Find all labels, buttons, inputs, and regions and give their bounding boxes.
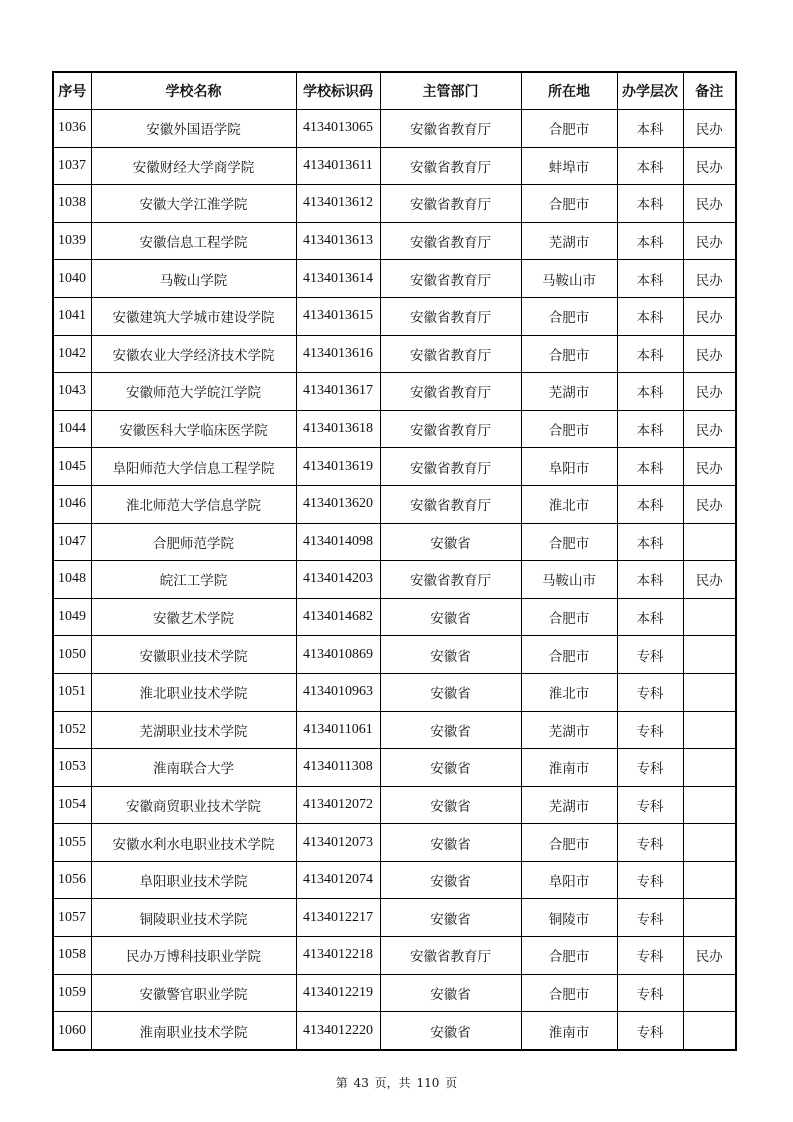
cell-school-name: 安徽建筑大学城市建设学院 — [91, 297, 296, 335]
header-school-code: 学校标识码 — [296, 72, 380, 110]
cell-level: 本科 — [617, 185, 683, 223]
cell-remark — [683, 861, 736, 899]
cell-remark: 民办 — [683, 937, 736, 975]
cell-department: 安徽省 — [380, 786, 521, 824]
cell-school-name: 安徽警官职业学院 — [91, 974, 296, 1012]
table-row — [53, 673, 736, 711]
cell-level: 专科 — [617, 861, 683, 899]
cell-level: 本科 — [617, 110, 683, 148]
cell-department: 安徽省 — [380, 974, 521, 1012]
cell-level: 专科 — [617, 749, 683, 787]
cell-level: 本科 — [617, 410, 683, 448]
cell-seq: 1052 — [53, 711, 91, 749]
table-row — [53, 147, 736, 185]
cell-department: 安徽省教育厅 — [380, 260, 521, 298]
cell-school-name: 淮北职业技术学院 — [91, 673, 296, 711]
cell-school-code: 4134012074 — [296, 861, 380, 899]
cell-school-name: 阜阳师范大学信息工程学院 — [91, 448, 296, 486]
table-row — [53, 448, 736, 486]
cell-remark: 民办 — [683, 110, 736, 148]
cell-level: 专科 — [617, 899, 683, 937]
table-row — [53, 974, 736, 1012]
cell-department: 安徽省教育厅 — [380, 335, 521, 373]
cell-level: 专科 — [617, 711, 683, 749]
cell-location: 马鞍山市 — [521, 260, 617, 298]
cell-location: 合肥市 — [521, 410, 617, 448]
cell-remark — [683, 899, 736, 937]
cell-remark: 民办 — [683, 485, 736, 523]
cell-location: 合肥市 — [521, 824, 617, 862]
cell-school-code: 4134011308 — [296, 749, 380, 787]
cell-remark: 民办 — [683, 185, 736, 223]
cell-remark — [683, 974, 736, 1012]
cell-level: 本科 — [617, 373, 683, 411]
cell-level: 专科 — [617, 1012, 683, 1050]
table-row — [53, 523, 736, 561]
cell-school-code: 4134013619 — [296, 448, 380, 486]
cell-department: 安徽省教育厅 — [380, 485, 521, 523]
table-row — [53, 297, 736, 335]
table-body — [53, 110, 736, 1050]
cell-school-name: 合肥师范学院 — [91, 523, 296, 561]
cell-school-name: 淮北师范大学信息学院 — [91, 485, 296, 523]
cell-school-code: 4134012219 — [296, 974, 380, 1012]
cell-school-name: 安徽财经大学商学院 — [91, 147, 296, 185]
cell-location: 芜湖市 — [521, 373, 617, 411]
table-row — [53, 711, 736, 749]
cell-location: 合肥市 — [521, 937, 617, 975]
cell-remark — [683, 598, 736, 636]
table-row — [53, 335, 736, 373]
cell-level: 本科 — [617, 598, 683, 636]
cell-location: 马鞍山市 — [521, 561, 617, 599]
cell-remark — [683, 523, 736, 561]
cell-school-name: 安徽职业技术学院 — [91, 636, 296, 674]
cell-department: 安徽省教育厅 — [380, 373, 521, 411]
cell-school-name: 安徽艺术学院 — [91, 598, 296, 636]
cell-department: 安徽省 — [380, 824, 521, 862]
table-row — [53, 899, 736, 937]
cell-department: 安徽省教育厅 — [380, 937, 521, 975]
cell-school-code: 4134012072 — [296, 786, 380, 824]
header-remark: 备注 — [683, 72, 736, 110]
cell-seq: 1037 — [53, 147, 91, 185]
cell-location: 芜湖市 — [521, 222, 617, 260]
cell-remark — [683, 711, 736, 749]
cell-school-code: 4134013613 — [296, 222, 380, 260]
table-row — [53, 636, 736, 674]
cell-school-code: 4134013618 — [296, 410, 380, 448]
cell-school-name: 安徽外国语学院 — [91, 110, 296, 148]
cell-location: 合肥市 — [521, 636, 617, 674]
cell-seq: 1041 — [53, 297, 91, 335]
cell-level: 本科 — [617, 523, 683, 561]
cell-school-code: 4134013616 — [296, 335, 380, 373]
cell-school-code: 4134013617 — [296, 373, 380, 411]
cell-remark — [683, 673, 736, 711]
cell-school-name: 淮南联合大学 — [91, 749, 296, 787]
page-footer: 第 43 页，共 110 页 — [335, 1076, 458, 1090]
table-row — [53, 786, 736, 824]
cell-remark — [683, 636, 736, 674]
cell-school-code: 4134010963 — [296, 673, 380, 711]
cell-seq: 1059 — [53, 974, 91, 1012]
cell-location: 芜湖市 — [521, 711, 617, 749]
cell-remark — [683, 1012, 736, 1050]
header-seq: 序号 — [53, 72, 91, 110]
cell-school-code: 4134012220 — [296, 1012, 380, 1050]
table-row — [53, 861, 736, 899]
cell-department: 安徽省教育厅 — [380, 561, 521, 599]
cell-department: 安徽省教育厅 — [380, 448, 521, 486]
cell-level: 本科 — [617, 448, 683, 486]
cell-department: 安徽省 — [380, 749, 521, 787]
cell-school-code: 4134013611 — [296, 147, 380, 185]
cell-remark — [683, 824, 736, 862]
cell-location: 淮北市 — [521, 485, 617, 523]
table-row — [53, 598, 736, 636]
table-row — [53, 824, 736, 862]
header-department: 主管部门 — [380, 72, 521, 110]
document-sheet — [52, 71, 735, 1051]
cell-school-code: 4134013065 — [296, 110, 380, 148]
cell-seq: 1057 — [53, 899, 91, 937]
cell-level: 本科 — [617, 260, 683, 298]
cell-location: 合肥市 — [521, 974, 617, 1012]
table-row — [53, 485, 736, 523]
table-row — [53, 937, 736, 975]
cell-department: 安徽省 — [380, 598, 521, 636]
cell-remark: 民办 — [683, 147, 736, 185]
cell-level: 本科 — [617, 485, 683, 523]
cell-location: 合肥市 — [521, 598, 617, 636]
cell-school-name: 皖江工学院 — [91, 561, 296, 599]
cell-school-code: 4134010869 — [296, 636, 380, 674]
cell-school-name: 安徽师范大学皖江学院 — [91, 373, 296, 411]
cell-school-code: 4134013615 — [296, 297, 380, 335]
cell-level: 专科 — [617, 786, 683, 824]
cell-level: 专科 — [617, 673, 683, 711]
cell-department: 安徽省教育厅 — [380, 147, 521, 185]
table-header-row — [53, 72, 736, 110]
table-row — [53, 185, 736, 223]
cell-level: 专科 — [617, 937, 683, 975]
cell-school-name: 民办万博科技职业学院 — [91, 937, 296, 975]
cell-location: 合肥市 — [521, 110, 617, 148]
table-row — [53, 222, 736, 260]
cell-location: 合肥市 — [521, 335, 617, 373]
cell-seq: 1045 — [53, 448, 91, 486]
cell-department: 安徽省教育厅 — [380, 410, 521, 448]
cell-level: 专科 — [617, 636, 683, 674]
header-school-name: 学校名称 — [91, 72, 296, 110]
cell-school-name: 安徽医科大学临床医学院 — [91, 410, 296, 448]
cell-seq: 1047 — [53, 523, 91, 561]
cell-seq: 1055 — [53, 824, 91, 862]
cell-location: 铜陵市 — [521, 899, 617, 937]
cell-seq: 1049 — [53, 598, 91, 636]
cell-school-name: 安徽商贸职业技术学院 — [91, 786, 296, 824]
cell-seq: 1044 — [53, 410, 91, 448]
cell-location: 淮南市 — [521, 1012, 617, 1050]
cell-location: 淮北市 — [521, 673, 617, 711]
cell-seq: 1054 — [53, 786, 91, 824]
cell-school-code: 4134013620 — [296, 485, 380, 523]
cell-school-name: 马鞍山学院 — [91, 260, 296, 298]
table-row — [53, 373, 736, 411]
cell-level: 本科 — [617, 297, 683, 335]
cell-seq: 1048 — [53, 561, 91, 599]
cell-department: 安徽省 — [380, 1012, 521, 1050]
cell-remark: 民办 — [683, 297, 736, 335]
cell-school-code: 4134014203 — [296, 561, 380, 599]
table-row — [53, 1012, 736, 1050]
cell-school-code: 4134014682 — [296, 598, 380, 636]
cell-school-name: 安徽信息工程学院 — [91, 222, 296, 260]
header-level: 办学层次 — [617, 72, 683, 110]
cell-remark: 民办 — [683, 448, 736, 486]
cell-location: 阜阳市 — [521, 448, 617, 486]
cell-remark: 民办 — [683, 561, 736, 599]
cell-level: 本科 — [617, 561, 683, 599]
cell-school-name: 安徽水利水电职业技术学院 — [91, 824, 296, 862]
cell-school-name: 安徽农业大学经济技术学院 — [91, 335, 296, 373]
cell-level: 本科 — [617, 222, 683, 260]
cell-location: 芜湖市 — [521, 786, 617, 824]
cell-level: 本科 — [617, 335, 683, 373]
cell-department: 安徽省 — [380, 673, 521, 711]
cell-department: 安徽省 — [380, 899, 521, 937]
cell-seq: 1051 — [53, 673, 91, 711]
cell-department: 安徽省 — [380, 711, 521, 749]
table-row — [53, 749, 736, 787]
cell-remark: 民办 — [683, 410, 736, 448]
cell-school-name: 淮南职业技术学院 — [91, 1012, 296, 1050]
cell-remark: 民办 — [683, 335, 736, 373]
cell-school-code: 4134014098 — [296, 523, 380, 561]
cell-department: 安徽省 — [380, 636, 521, 674]
cell-school-code: 4134013614 — [296, 260, 380, 298]
cell-department: 安徽省教育厅 — [380, 185, 521, 223]
cell-location: 合肥市 — [521, 297, 617, 335]
cell-remark: 民办 — [683, 260, 736, 298]
cell-school-name: 安徽大学江淮学院 — [91, 185, 296, 223]
cell-remark: 民办 — [683, 222, 736, 260]
cell-location: 合肥市 — [521, 523, 617, 561]
cell-department: 安徽省 — [380, 861, 521, 899]
school-list-table — [52, 71, 737, 1051]
cell-department: 安徽省 — [380, 523, 521, 561]
cell-seq: 1038 — [53, 185, 91, 223]
cell-remark — [683, 749, 736, 787]
cell-location: 阜阳市 — [521, 861, 617, 899]
table-row — [53, 561, 736, 599]
cell-remark — [683, 786, 736, 824]
cell-school-code: 4134012217 — [296, 899, 380, 937]
cell-school-code: 4134011061 — [296, 711, 380, 749]
cell-seq: 1056 — [53, 861, 91, 899]
cell-level: 专科 — [617, 974, 683, 1012]
cell-department: 安徽省教育厅 — [380, 222, 521, 260]
table-row — [53, 410, 736, 448]
cell-department: 安徽省教育厅 — [380, 297, 521, 335]
cell-seq: 1046 — [53, 485, 91, 523]
cell-seq: 1043 — [53, 373, 91, 411]
cell-school-name: 芜湖职业技术学院 — [91, 711, 296, 749]
table-row — [53, 260, 736, 298]
cell-location: 淮南市 — [521, 749, 617, 787]
cell-department: 安徽省教育厅 — [380, 110, 521, 148]
cell-seq: 1058 — [53, 937, 91, 975]
cell-school-code: 4134012218 — [296, 937, 380, 975]
cell-seq: 1039 — [53, 222, 91, 260]
cell-location: 合肥市 — [521, 185, 617, 223]
cell-seq: 1060 — [53, 1012, 91, 1050]
cell-location: 蚌埠市 — [521, 147, 617, 185]
header-location: 所在地 — [521, 72, 617, 110]
cell-seq: 1050 — [53, 636, 91, 674]
cell-school-name: 铜陵职业技术学院 — [91, 899, 296, 937]
cell-seq: 1040 — [53, 260, 91, 298]
cell-seq: 1053 — [53, 749, 91, 787]
cell-remark: 民办 — [683, 373, 736, 411]
cell-school-name: 阜阳职业技术学院 — [91, 861, 296, 899]
table-row — [53, 110, 736, 148]
cell-seq: 1042 — [53, 335, 91, 373]
cell-seq: 1036 — [53, 110, 91, 148]
cell-level: 本科 — [617, 147, 683, 185]
cell-school-code: 4134012073 — [296, 824, 380, 862]
cell-level: 专科 — [617, 824, 683, 862]
cell-school-code: 4134013612 — [296, 185, 380, 223]
